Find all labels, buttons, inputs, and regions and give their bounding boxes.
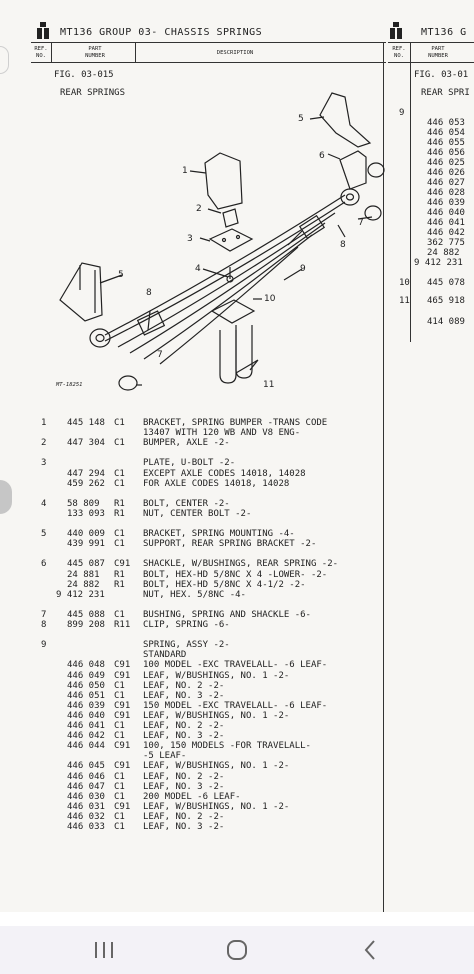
page2-title: MT136 G (421, 27, 467, 38)
part-suffix: C1 (114, 791, 125, 802)
page2-part-number: 446 026 (427, 168, 465, 178)
part-number: 133 093 (67, 508, 105, 519)
part-suffix: C1 (114, 811, 125, 822)
part-description: LEAF, W/BUSHINGS, NO. 1 -2- (143, 761, 290, 772)
table-row (0, 519, 474, 529)
part-suffix: C91 (114, 710, 131, 721)
part-suffix: C91 (114, 670, 131, 681)
callout-1: 1 (182, 166, 188, 176)
navigation-bar (0, 926, 474, 974)
part-suffix: C1 (114, 438, 125, 449)
table-row (0, 590, 474, 600)
part-ref: 4 (41, 498, 47, 509)
table-row (0, 458, 474, 468)
callout-2: 2 (196, 204, 202, 214)
part-description: LEAF, W/BUSHINGS, NO. 1 -2- (143, 670, 290, 681)
table-row (0, 792, 474, 802)
part-description: SUPPORT, REAR SPRING BRACKET -2- (143, 539, 317, 550)
part-number: 446 042 (67, 731, 105, 742)
callout-7-rear: 7 (358, 218, 364, 228)
ih-logo-icon-page2 (389, 22, 403, 40)
part-suffix: C1 (114, 468, 125, 479)
table-row (0, 580, 474, 590)
part-description: SHACKLE, W/BUSHINGS, REAR SPRING -2- (143, 559, 339, 570)
part-description: LEAF, NO. 2 -2- (143, 771, 225, 782)
callout-8-rear: 8 (340, 240, 346, 250)
part-ref: 2 (41, 438, 47, 449)
part-description: 100, 150 MODELS -FOR TRAVELALL- (143, 741, 311, 752)
page2-part-number: 445 078 (427, 278, 465, 288)
page2-part-number: 446 040 (427, 208, 465, 218)
page2-part-number: 446 053 (427, 118, 465, 128)
page2-section-title: REAR SPRI (421, 88, 470, 98)
part-number: 24 882 (67, 579, 100, 590)
table-row (0, 438, 474, 448)
part-description: 150 MODEL -EXC TRAVELALL- -6 LEAF- (143, 700, 328, 711)
part-number: 445 088 (67, 609, 105, 620)
part-ref: 8 (41, 620, 47, 630)
table-row (0, 600, 474, 610)
table-row (0, 660, 474, 670)
col-header-description: DESCRIPTION (216, 50, 254, 56)
table-row (0, 761, 474, 771)
col-header-ref: REF. NO. (34, 46, 48, 59)
part-suffix: C1 (114, 731, 125, 742)
part-number: 446 040 (67, 710, 105, 721)
table-row (0, 479, 474, 489)
part-number: 446 047 (67, 781, 105, 792)
table-row (0, 802, 474, 812)
page2-figure-number: FIG. 03-01 (414, 70, 469, 80)
page-edge-handle (0, 46, 9, 74)
table-row (0, 418, 474, 428)
part-number: 9 412 231 (56, 589, 105, 600)
part-number: 899 208 (67, 620, 105, 630)
part-suffix: C1 (114, 771, 125, 782)
callout-3: 3 (187, 234, 193, 244)
part-description: LEAF, NO. 3 -2- (143, 781, 225, 792)
part-description: STANDARD (143, 650, 187, 661)
table-row (0, 559, 474, 569)
table-row (0, 448, 474, 458)
table-row (0, 650, 474, 660)
part-description: FOR AXLE CODES 14018, 14028 (143, 478, 290, 489)
part-description: EXCEPT AXLE CODES 14018, 14028 (143, 468, 306, 479)
page2-part-number: 9 412 231 (414, 258, 463, 268)
back-icon (362, 939, 378, 961)
part-ref: 5 (41, 529, 47, 540)
part-ref: 9 (41, 640, 47, 651)
part-suffix: C1 (114, 781, 125, 792)
part-description: CLIP, SPRING -6- (143, 620, 230, 630)
part-description: SPRING, ASSY -2- (143, 640, 230, 651)
page2-part-number: 446 055 (427, 138, 465, 148)
part-number: 446 048 (67, 660, 105, 671)
part-suffix: C1 (114, 478, 125, 489)
recent-apps-icon (93, 941, 115, 959)
part-number: 446 031 (67, 801, 105, 812)
part-description: BRACKET, SPRING BUMPER -TRANS CODE (143, 418, 328, 428)
part-suffix: C91 (114, 741, 131, 752)
part-number: 446 050 (67, 680, 105, 691)
part-suffix: C91 (114, 660, 131, 671)
table-row (0, 741, 474, 751)
table-row (0, 499, 474, 509)
figure-number: FIG. 03-015 (54, 70, 114, 80)
part-description: LEAF, NO. 2 -2- (143, 811, 225, 822)
home-icon (225, 938, 249, 962)
part-description: LEAF, NO. 3 -2- (143, 822, 225, 832)
table-row (0, 509, 474, 519)
callout-11: 11 (263, 380, 275, 390)
part-number: 447 304 (67, 438, 105, 449)
table-row (0, 610, 474, 620)
illustration-code: MT-18251 (56, 382, 83, 388)
part-description: LEAF, W/BUSHINGS, NO. 1 -2- (143, 710, 290, 721)
callout-7-front: 7 (157, 350, 163, 360)
part-suffix: C91 (114, 559, 131, 570)
table-row (0, 681, 474, 691)
part-suffix: R1 (114, 508, 125, 519)
part-number: 24 881 (67, 569, 100, 580)
back-button[interactable] (330, 926, 410, 974)
part-description: BOLT, HEX-HD 5/8NC X 4 -LOWER- -2- (143, 569, 328, 580)
page2-part-ref: 11 (399, 296, 410, 306)
table-row (0, 782, 474, 792)
part-description: NUT, CENTER BOLT -2- (143, 508, 252, 519)
part-description: BUSHING, SPRING AND SHACKLE -6- (143, 609, 311, 620)
part-description: BOLT, HEX-HD 5/8NC X 4-1/2 -2- (143, 579, 306, 590)
part-number: 446 041 (67, 721, 105, 731)
part-number: 446 051 (67, 690, 105, 701)
part-suffix: C1 (114, 609, 125, 620)
page2-part-ref: 9 (399, 108, 405, 118)
table-row (0, 489, 474, 499)
part-suffix: C91 (114, 700, 131, 711)
callout-6: 6 (319, 151, 325, 161)
page2-part-number: 446 027 (427, 178, 465, 188)
table-row (0, 620, 474, 630)
part-ref: 1 (41, 418, 47, 428)
part-description: BRACKET, SPRING MOUNTING -4- (143, 529, 295, 540)
part-number: 446 030 (67, 791, 105, 802)
table-row (0, 428, 474, 438)
part-number: 447 294 (67, 468, 105, 479)
page2-part-number: 465 918 (427, 296, 465, 306)
part-suffix: R1 (114, 498, 125, 509)
part-number: 439 991 (67, 539, 105, 550)
part-suffix: C1 (114, 680, 125, 691)
part-ref: 3 (41, 458, 47, 469)
table-row (0, 731, 474, 741)
part-number: 58 809 (67, 498, 100, 509)
page2-part-number: 446 025 (427, 158, 465, 168)
part-suffix: R1 (114, 579, 125, 590)
part-suffix: C91 (114, 761, 131, 772)
page2-part-number: 446 028 (427, 188, 465, 198)
part-number: 446 046 (67, 771, 105, 782)
table-row (0, 539, 474, 549)
page-title: MT136 GROUP 03- CHASSIS SPRINGS (60, 27, 263, 38)
part-description: 13407 WITH 120 WB AND V8 ENG- (143, 428, 301, 439)
table-row (0, 549, 474, 559)
page2-part-number: 446 054 (427, 128, 465, 138)
page2-part-number: 446 039 (427, 198, 465, 208)
table-row (0, 772, 474, 782)
part-description: LEAF, NO. 3 -2- (143, 690, 225, 701)
part-description: LEAF, NO. 3 -2- (143, 731, 225, 742)
part-description: BOLT, CENTER -2- (143, 498, 230, 509)
page2-part-number: 414 089 (427, 317, 465, 327)
page2-part-ref: 10 (399, 278, 410, 288)
table-row (0, 701, 474, 711)
home-button[interactable] (197, 926, 277, 974)
part-suffix: C1 (114, 539, 125, 550)
part-description: PLATE, U-BOLT -2- (143, 458, 236, 469)
part-number: 445 148 (67, 418, 105, 428)
part-suffix: C1 (114, 721, 125, 731)
part-number: 446 049 (67, 670, 105, 681)
table-row (0, 671, 474, 681)
page2-part-number: 446 041 (427, 218, 465, 228)
ih-logo-icon (36, 22, 50, 40)
part-suffix: R11 (114, 620, 131, 630)
part-number: 446 032 (67, 811, 105, 822)
part-description: -5 LEAF- (143, 751, 187, 762)
callout-5-front: 5 (118, 270, 124, 280)
table-row (0, 640, 474, 650)
part-description: NUT, HEX. 5/8NC -4- (143, 589, 246, 600)
col-header-part: PART NUMBER (85, 46, 105, 59)
part-description: BUMPER, AXLE -2- (143, 438, 230, 449)
part-description: LEAF, NO. 2 -2- (143, 721, 225, 731)
part-number: 446 044 (67, 741, 105, 752)
part-number: 459 262 (67, 478, 105, 489)
part-description: 100 MODEL -EXC TRAVELALL- -6 LEAF- (143, 660, 328, 671)
part-ref: 6 (41, 559, 47, 570)
section-title: REAR SPRINGS (60, 88, 126, 98)
table-row (0, 822, 474, 832)
table-row (0, 751, 474, 761)
table-row (0, 711, 474, 721)
page2-part-number: 362 775 (427, 238, 465, 248)
table-row (0, 630, 474, 640)
table-row (0, 529, 474, 539)
part-number: 445 087 (67, 559, 105, 570)
table-row (0, 691, 474, 701)
callout-9: 9 (300, 264, 306, 274)
part-ref: 7 (41, 609, 47, 620)
table-row (0, 570, 474, 580)
part-number: 446 033 (67, 822, 105, 832)
part-suffix: C1 (114, 418, 125, 428)
rear-spring-illustration (40, 85, 390, 400)
callout-10: 10 (264, 294, 276, 304)
page2-part-number: 24 882 (427, 248, 460, 258)
part-suffix: C1 (114, 529, 125, 540)
table-row (0, 812, 474, 822)
part-suffix: C1 (114, 690, 125, 701)
page2-part-number: 446 056 (427, 148, 465, 158)
callout-8-front: 8 (146, 288, 152, 298)
callout-4: 4 (195, 264, 201, 274)
part-description: LEAF, NO. 2 -2- (143, 680, 225, 691)
page2-col-header-ref: REF. NO. (392, 46, 406, 59)
part-suffix: R1 (114, 569, 125, 580)
part-description: LEAF, W/BUSHINGS, NO. 1 -2- (143, 801, 290, 812)
part-number: 440 009 (67, 529, 105, 540)
part-suffix: C1 (114, 822, 125, 832)
page2-part-number: 446 042 (427, 228, 465, 238)
part-number: 446 039 (67, 700, 105, 711)
callout-5-rear: 5 (298, 114, 304, 124)
page2-col-header-part: PART NUMBER (428, 46, 448, 59)
table-row (0, 469, 474, 479)
table-row (0, 721, 474, 731)
part-description: 200 MODEL -6 LEAF- (143, 791, 241, 802)
recent-apps-button[interactable] (64, 926, 144, 974)
part-suffix: C91 (114, 801, 131, 812)
part-number: 446 045 (67, 761, 105, 772)
